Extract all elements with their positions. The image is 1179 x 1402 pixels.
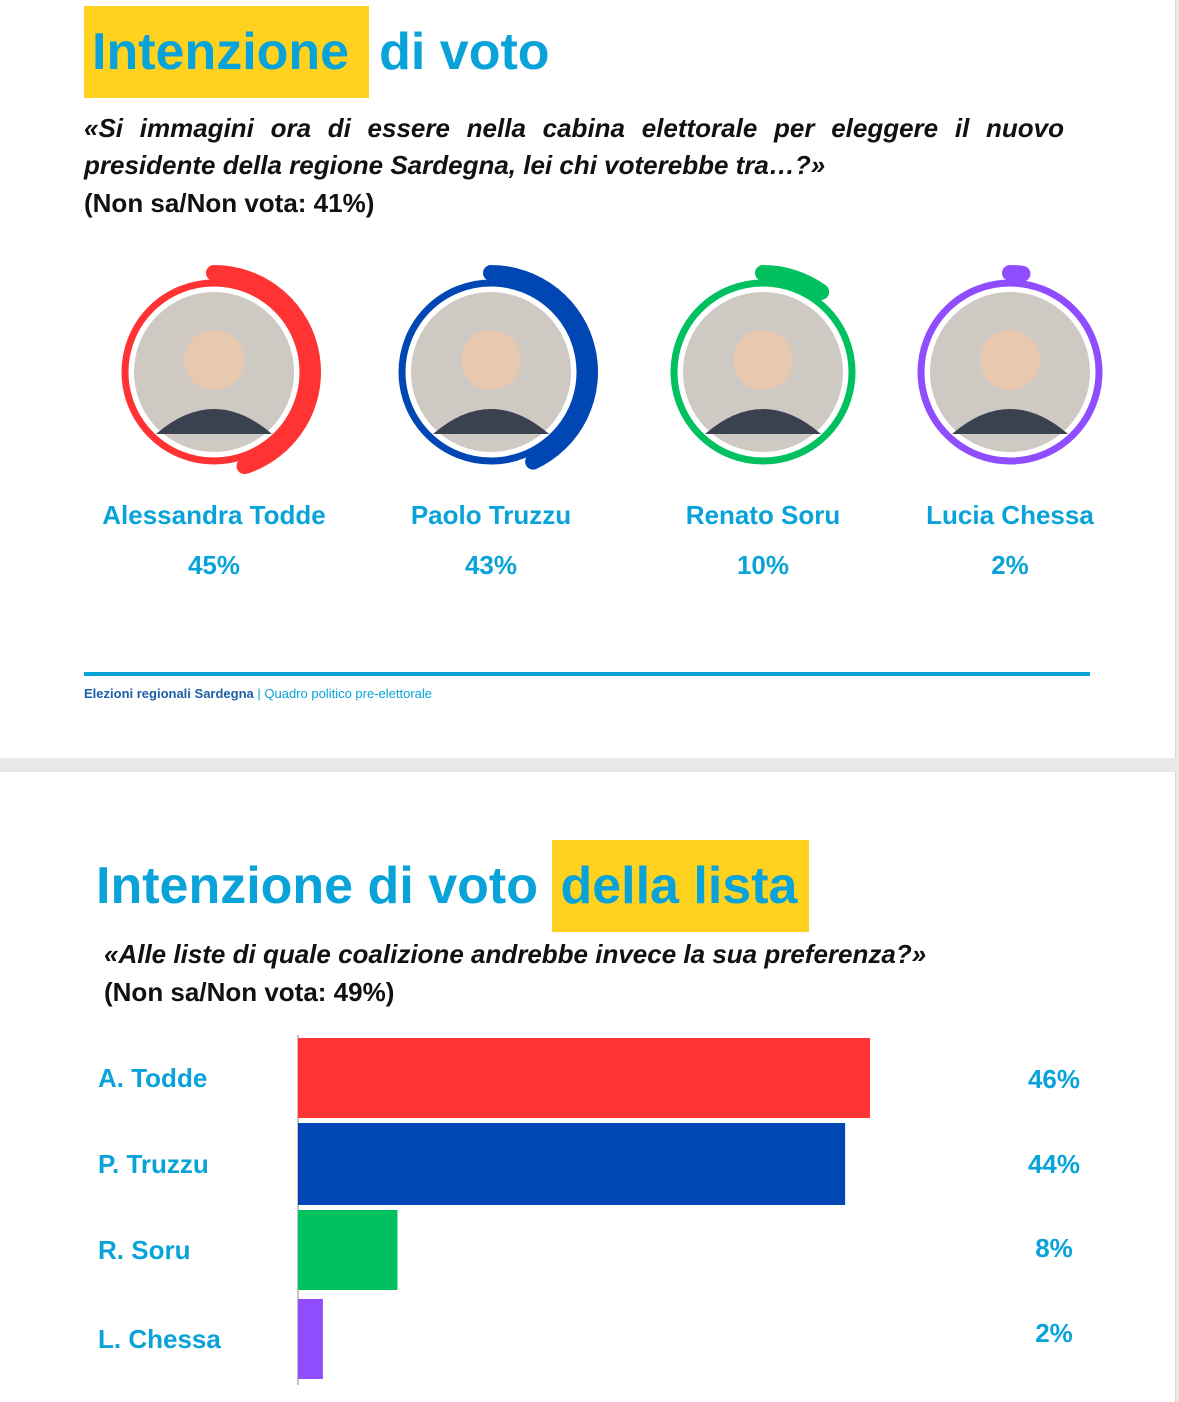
vote-share-arc [1010,273,1022,274]
candidate-ring-soru [674,273,852,461]
title-rest: di voto [379,23,550,81]
portrait-head [461,330,521,390]
candidate-name-truzzu: Paolo Truzzu [410,500,572,530]
footer-rest: Quadro politico pre-elettorale [264,686,433,701]
list-vote-bar-chart [0,1027,1175,1399]
title-rest: Intenzione di voto [96,857,538,915]
slide2-title [96,840,809,932]
value-label-truzzu: 44% [1027,1149,1081,1179]
footer-bold: Elezioni regionali Sardegna [84,686,254,701]
title-highlight: Intenzione [84,6,369,98]
title-highlight: della lista [552,840,809,932]
value-label-todde: 46% [1027,1064,1081,1094]
slide-list-vote [0,772,1176,1402]
portrait-head [980,330,1040,390]
footer-separator: | [253,686,265,701]
value-label-soru: 8% [1035,1233,1073,1263]
bar-chessa [298,1299,323,1379]
slide1-non-sa: (Non sa/Non vota: 41%) [84,188,375,218]
candidate-percent-chessa: 2% [991,550,1029,580]
candidate-percent-truzzu: 43% [464,550,518,580]
bar-truzzu [298,1123,845,1205]
bar-soru [298,1210,397,1290]
candidate-ring-chessa [921,273,1099,461]
footer [84,686,432,701]
candidate-ring-truzzu [402,273,590,462]
category-label-todde: A. Todde [98,1063,208,1093]
slide2-question: «Alle liste di quale coalizione andrebbe invece la sua preferenza?» [104,939,927,969]
category-label-chessa: L. Chessa [98,1324,221,1354]
category-label-soru: R. Soru [98,1235,191,1265]
candidate-percent-soru: 10% [736,550,790,580]
slide1-title [84,6,550,98]
candidate-percent-todde: 45% [187,550,241,580]
category-label-truzzu: P. Truzzu [98,1149,209,1179]
footer-divider [84,672,1090,676]
bar-todde [298,1038,870,1118]
candidate-name-todde: Alessandra Todde [102,500,326,530]
candidate-name-soru: Renato Soru [685,500,841,530]
value-label-chessa: 2% [1035,1318,1073,1348]
candidate-ring-todde [125,273,313,466]
candidate-rings-chart [0,255,1175,485]
portrait-head [184,330,244,390]
candidate-name-chessa: Lucia Chessa [926,500,1094,530]
slide1-question: «Si immagini ora di essere nella cabina elettorale per eleggere il nuovo presidente della regione Sardegna, lei chi voterebbe tra…?» [84,113,1064,180]
portrait-head [733,330,793,390]
slide2-non-sa: (Non sa/Non vota: 49%) [104,977,395,1007]
